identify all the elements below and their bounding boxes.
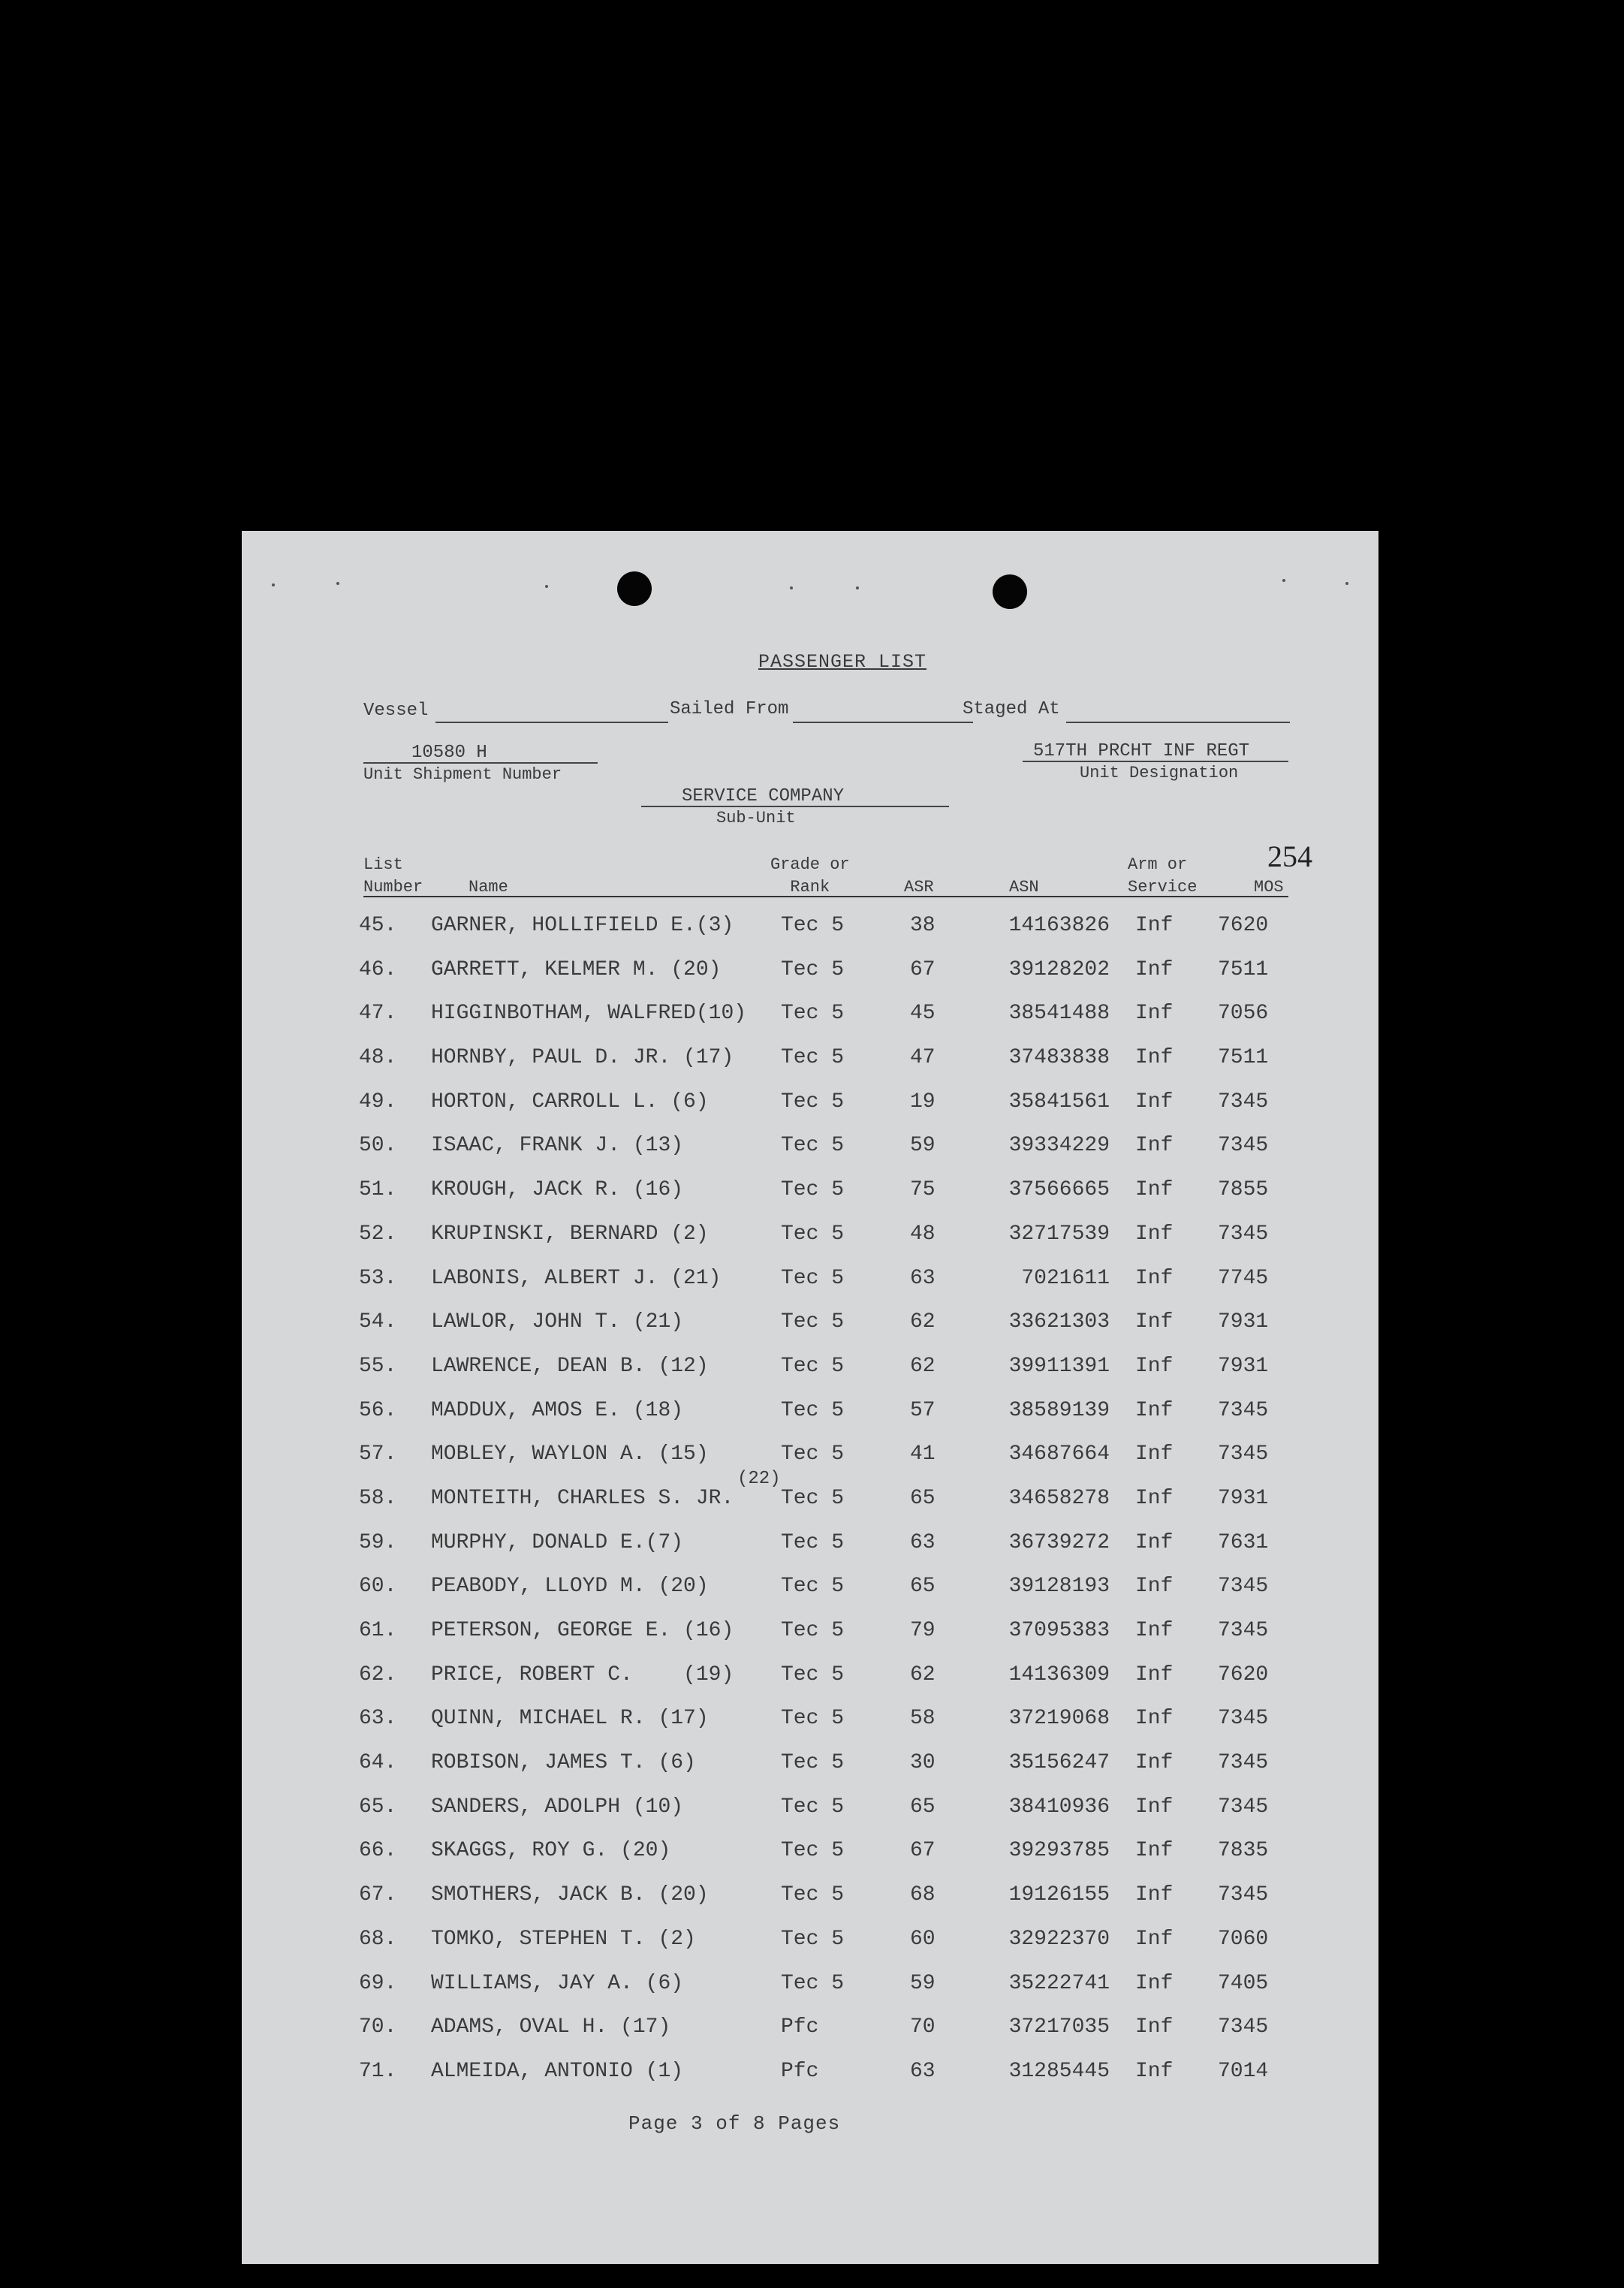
asn-cell: 7021611 bbox=[1021, 1266, 1110, 1290]
mos-cell: 7620 bbox=[1218, 914, 1269, 937]
name-cell: PRICE, ROBERT C. (19) bbox=[431, 1662, 734, 1687]
list-number-cell: 57. bbox=[359, 1442, 397, 1467]
name-cell: PETERSON, GEORGE E. (16) bbox=[431, 1619, 734, 1642]
list-number-cell: 67. bbox=[359, 1883, 397, 1907]
asr-cell: 38 bbox=[910, 914, 936, 937]
mos-cell: 7056 bbox=[1218, 1002, 1269, 1026]
asn-cell: 37217035 bbox=[1008, 2015, 1110, 2039]
table-row bbox=[242, 1134, 1378, 1178]
table-row bbox=[242, 1751, 1378, 1795]
arm-cell: Inf bbox=[1135, 1707, 1174, 1731]
name-cell: QUINN, MICHAEL R. (17) bbox=[431, 1707, 709, 1731]
sailed-from-label: Sailed From bbox=[670, 699, 789, 719]
list-number-cell: 68. bbox=[359, 1927, 397, 1951]
arm-cell: Inf bbox=[1135, 1002, 1174, 1026]
list-number-cell: 58. bbox=[359, 1486, 397, 1510]
document-title: PASSENGER LIST bbox=[758, 651, 927, 673]
page-stamp-number: 254 bbox=[1267, 840, 1312, 873]
grade-cell: Tec 5 bbox=[781, 1971, 845, 1995]
column-header-name: Name bbox=[469, 878, 508, 897]
asn-cell: 14136309 bbox=[1008, 1662, 1110, 1687]
arm-cell: Inf bbox=[1135, 1575, 1174, 1599]
table-row bbox=[242, 2060, 1378, 2104]
asr-cell: 62 bbox=[910, 1662, 936, 1687]
grade-cell: Tec 5 bbox=[781, 1530, 845, 1554]
table-row bbox=[242, 1883, 1378, 1928]
arm-cell: Inf bbox=[1135, 1310, 1174, 1334]
vessel-label: Vessel bbox=[363, 701, 429, 721]
unit-designation-label: Unit Designation bbox=[1080, 764, 1239, 782]
name-cell: GARNER, HOLLIFIELD E.(3) bbox=[431, 914, 734, 937]
asn-cell: 14163826 bbox=[1008, 914, 1110, 937]
table-row bbox=[242, 1399, 1378, 1443]
mos-cell: 7511 bbox=[1218, 1046, 1269, 1070]
table-row bbox=[242, 1663, 1378, 1708]
arm-cell: Inf bbox=[1135, 1795, 1174, 1819]
table-row bbox=[242, 1442, 1378, 1487]
sub-unit-label: Sub-Unit bbox=[716, 809, 796, 827]
asn-cell: 38541488 bbox=[1008, 1002, 1110, 1026]
document-page bbox=[242, 531, 1378, 2264]
asr-cell: 47 bbox=[910, 1046, 936, 1070]
name-cell: SKAGGS, ROY G. (20) bbox=[431, 1839, 671, 1863]
asr-cell: 67 bbox=[910, 1839, 936, 1863]
name-cell: GARRETT, KELMER M. (20) bbox=[431, 957, 722, 981]
table-row bbox=[242, 1575, 1378, 1619]
unit-shipment-label: Unit Shipment Number bbox=[363, 765, 562, 784]
table-row bbox=[242, 1928, 1378, 1972]
asr-cell: 45 bbox=[910, 1002, 936, 1026]
table-row bbox=[242, 1355, 1378, 1399]
grade-cell: Tec 5 bbox=[781, 1134, 845, 1158]
name-cell: HIGGINBOTHAM, WALFRED(10) bbox=[431, 1002, 747, 1026]
name-cell: LABONIS, ALBERT J. (21) bbox=[431, 1266, 722, 1290]
arm-cell: Inf bbox=[1135, 1398, 1174, 1422]
mos-cell: 7631 bbox=[1218, 1530, 1269, 1554]
table-row bbox=[242, 1267, 1378, 1311]
table-row bbox=[242, 1619, 1378, 1663]
table-row bbox=[242, 1002, 1378, 1046]
asn-cell: 19126155 bbox=[1008, 1883, 1110, 1907]
mos-cell: 7855 bbox=[1218, 1178, 1269, 1202]
arm-cell: Inf bbox=[1135, 957, 1174, 981]
arm-cell: Inf bbox=[1135, 914, 1174, 937]
paper-speck bbox=[272, 583, 275, 586]
asr-cell: 62 bbox=[910, 1354, 936, 1378]
asr-cell: 59 bbox=[910, 1971, 936, 1995]
name-cell: SANDERS, ADOLPH (10) bbox=[431, 1795, 684, 1819]
arm-cell: Inf bbox=[1135, 1927, 1174, 1951]
asn-cell: 39128193 bbox=[1008, 1575, 1110, 1599]
list-number-cell: 61. bbox=[359, 1619, 397, 1642]
list-number-cell: 71. bbox=[359, 2059, 397, 2083]
arm-cell: Inf bbox=[1135, 1971, 1174, 1995]
name-cell: HORTON, CARROLL L. (6) bbox=[431, 1090, 709, 1114]
table-row bbox=[242, 1046, 1378, 1090]
asn-cell: 37566665 bbox=[1008, 1178, 1110, 1202]
arm-cell: Inf bbox=[1135, 1839, 1174, 1863]
table-row bbox=[242, 1222, 1378, 1267]
asr-cell: 19 bbox=[910, 1090, 936, 1114]
list-number-cell: 50. bbox=[359, 1134, 397, 1158]
name-cell: ADAMS, OVAL H. (17) bbox=[431, 2015, 671, 2039]
asn-cell: 35156247 bbox=[1008, 1751, 1110, 1775]
list-number-cell: 59. bbox=[359, 1530, 397, 1554]
list-number-cell: 52. bbox=[359, 1222, 397, 1246]
list-number-cell: 70. bbox=[359, 2015, 397, 2039]
paper-speck bbox=[856, 586, 859, 589]
grade-cell: Tec 5 bbox=[781, 1707, 845, 1731]
mos-cell: 7345 bbox=[1218, 1398, 1269, 1422]
paper-speck bbox=[790, 586, 793, 589]
arm-cell: Inf bbox=[1135, 1530, 1174, 1554]
grade-cell: Tec 5 bbox=[781, 1354, 845, 1378]
arm-cell: Inf bbox=[1135, 2059, 1174, 2083]
asr-cell: 48 bbox=[910, 1222, 936, 1246]
handwritten-note: (22) bbox=[737, 1468, 781, 1489]
header-rule bbox=[363, 896, 1288, 897]
name-cell: ALMEIDA, ANTONIO (1) bbox=[431, 2059, 684, 2083]
unit-shipment-line bbox=[363, 762, 598, 764]
grade-cell: Pfc bbox=[781, 2059, 819, 2083]
asr-cell: 58 bbox=[910, 1707, 936, 1731]
grade-cell: Tec 5 bbox=[781, 1046, 845, 1070]
mos-cell: 7345 bbox=[1218, 1751, 1269, 1775]
list-number-cell: 49. bbox=[359, 1090, 397, 1114]
table-row bbox=[242, 1795, 1378, 1840]
mos-cell: 7345 bbox=[1218, 1619, 1269, 1642]
arm-cell: Inf bbox=[1135, 1442, 1174, 1467]
asr-cell: 60 bbox=[910, 1927, 936, 1951]
table-row bbox=[242, 1839, 1378, 1883]
grade-cell: Tec 5 bbox=[781, 1266, 845, 1290]
mos-cell: 7931 bbox=[1218, 1310, 1269, 1334]
arm-cell: Inf bbox=[1135, 1090, 1174, 1114]
page-footer: Page 3 of 8 Pages bbox=[628, 2112, 841, 2135]
arm-cell: Inf bbox=[1135, 1619, 1174, 1642]
arm-cell: Inf bbox=[1135, 1662, 1174, 1687]
grade-cell: Tec 5 bbox=[781, 1619, 845, 1642]
list-number-cell: 56. bbox=[359, 1398, 397, 1422]
mos-cell: 7345 bbox=[1218, 1222, 1269, 1246]
staged-at-label: Staged At bbox=[963, 699, 1060, 719]
grade-cell: Tec 5 bbox=[781, 1575, 845, 1599]
asr-cell: 63 bbox=[910, 1266, 936, 1290]
paper-speck bbox=[1282, 579, 1285, 582]
unit-designation-line bbox=[1023, 761, 1288, 762]
name-cell: ISAAC, FRANK J. (13) bbox=[431, 1134, 684, 1158]
name-cell: ROBISON, JAMES T. (6) bbox=[431, 1751, 696, 1775]
name-cell: SMOTHERS, JACK B. (20) bbox=[431, 1883, 709, 1907]
list-number-cell: 51. bbox=[359, 1178, 397, 1202]
grade-cell: Tec 5 bbox=[781, 1442, 845, 1467]
column-header-grade: Grade or Rank bbox=[770, 855, 850, 897]
mos-cell: 7345 bbox=[1218, 1707, 1269, 1731]
list-number-cell: 63. bbox=[359, 1707, 397, 1731]
name-cell: MURPHY, DONALD E.(7) bbox=[431, 1530, 684, 1554]
grade-cell: Tec 5 bbox=[781, 1090, 845, 1114]
arm-cell: Inf bbox=[1135, 1046, 1174, 1070]
grade-cell: Tec 5 bbox=[781, 1310, 845, 1334]
grade-cell: Tec 5 bbox=[781, 1883, 845, 1907]
table-row bbox=[242, 1310, 1378, 1355]
mos-cell: 7931 bbox=[1218, 1486, 1269, 1510]
asr-cell: 65 bbox=[910, 1795, 936, 1819]
sub-unit: SERVICE COMPANY bbox=[682, 786, 845, 806]
asn-cell: 39911391 bbox=[1008, 1354, 1110, 1378]
table-row bbox=[242, 1707, 1378, 1751]
asr-cell: 30 bbox=[910, 1751, 936, 1775]
asn-cell: 31285445 bbox=[1008, 2059, 1110, 2083]
asn-cell: 33621303 bbox=[1008, 1310, 1110, 1334]
list-number-cell: 65. bbox=[359, 1795, 397, 1819]
staged-at-line bbox=[1066, 722, 1290, 723]
asr-cell: 75 bbox=[910, 1178, 936, 1202]
table-row bbox=[242, 1468, 1378, 1531]
grade-cell: Tec 5 bbox=[781, 957, 845, 981]
list-number-cell: 55. bbox=[359, 1354, 397, 1378]
table-row bbox=[242, 2015, 1378, 2060]
grade-cell: Tec 5 bbox=[781, 1398, 845, 1422]
asr-cell: 63 bbox=[910, 1530, 936, 1554]
mos-cell: 7345 bbox=[1218, 1883, 1269, 1907]
unit-shipment-number: 10580 H bbox=[411, 743, 487, 763]
name-cell: LAWLOR, JOHN T. (21) bbox=[431, 1310, 684, 1334]
name-cell: KRUPINSKI, BERNARD (2) bbox=[431, 1222, 709, 1246]
list-number-cell: 47. bbox=[359, 1002, 397, 1026]
arm-cell: Inf bbox=[1135, 2015, 1174, 2039]
asn-cell: 32717539 bbox=[1008, 1222, 1110, 1246]
name-cell: HORNBY, PAUL D. JR. (17) bbox=[431, 1046, 734, 1070]
grade-cell: Tec 5 bbox=[781, 1839, 845, 1863]
asn-cell: 32922370 bbox=[1008, 1927, 1110, 1951]
mos-cell: 7835 bbox=[1218, 1839, 1269, 1863]
name-cell: MADDUX, AMOS E. (18) bbox=[431, 1398, 684, 1422]
asn-cell: 35841561 bbox=[1008, 1090, 1110, 1114]
paper-speck bbox=[545, 585, 548, 588]
mos-cell: 7345 bbox=[1218, 2015, 1269, 2039]
mos-cell: 7345 bbox=[1218, 1134, 1269, 1158]
paper-speck bbox=[336, 582, 339, 585]
table-row bbox=[242, 914, 1378, 958]
asn-cell: 34658278 bbox=[1008, 1486, 1110, 1510]
grade-cell: Tec 5 bbox=[781, 1486, 845, 1510]
arm-cell: Inf bbox=[1135, 1134, 1174, 1158]
list-number-cell: 48. bbox=[359, 1046, 397, 1070]
column-header-asr: ASR bbox=[904, 878, 934, 897]
asn-cell: 39334229 bbox=[1008, 1134, 1110, 1158]
mos-cell: 7620 bbox=[1218, 1662, 1269, 1687]
asn-cell: 39293785 bbox=[1008, 1839, 1110, 1863]
list-number-cell: 46. bbox=[359, 957, 397, 981]
table-row bbox=[242, 1178, 1378, 1222]
mos-cell: 7060 bbox=[1218, 1927, 1269, 1951]
mos-cell: 7345 bbox=[1218, 1575, 1269, 1599]
passenger-table bbox=[242, 914, 1378, 2104]
arm-cell: Inf bbox=[1135, 1178, 1174, 1202]
name-cell: MONTEITH, CHARLES S. JR. bbox=[431, 1486, 734, 1510]
arm-cell: Inf bbox=[1135, 1222, 1174, 1246]
grade-cell: Tec 5 bbox=[781, 1222, 845, 1246]
grade-cell: Tec 5 bbox=[781, 1927, 845, 1951]
list-number-cell: 69. bbox=[359, 1971, 397, 1995]
asr-cell: 63 bbox=[910, 2059, 936, 2083]
mos-cell: 7405 bbox=[1218, 1971, 1269, 1995]
asn-cell: 38589139 bbox=[1008, 1398, 1110, 1422]
asn-cell: 36739272 bbox=[1008, 1530, 1110, 1554]
mos-cell: 7345 bbox=[1218, 1090, 1269, 1114]
asr-cell: 62 bbox=[910, 1310, 936, 1334]
asr-cell: 67 bbox=[910, 957, 936, 981]
sub-unit-line bbox=[641, 806, 949, 807]
list-number-cell: 60. bbox=[359, 1575, 397, 1599]
mos-cell: 7345 bbox=[1218, 1795, 1269, 1819]
arm-cell: Inf bbox=[1135, 1751, 1174, 1775]
asn-cell: 34687664 bbox=[1008, 1442, 1110, 1467]
grade-cell: Tec 5 bbox=[781, 914, 845, 937]
unit-designation: 517TH PRCHT INF REGT bbox=[1033, 741, 1250, 761]
grade-cell: Tec 5 bbox=[781, 1662, 845, 1687]
mos-cell: 7745 bbox=[1218, 1266, 1269, 1290]
asr-cell: 57 bbox=[910, 1398, 936, 1422]
name-cell: PEABODY, LLOYD M. (20) bbox=[431, 1575, 709, 1599]
paper-speck bbox=[1345, 582, 1348, 585]
column-header-mos: MOS bbox=[1254, 878, 1284, 897]
grade-cell: Tec 5 bbox=[781, 1002, 845, 1026]
asn-cell: 38410936 bbox=[1008, 1795, 1110, 1819]
asr-cell: 65 bbox=[910, 1575, 936, 1599]
list-number-cell: 66. bbox=[359, 1839, 397, 1863]
arm-cell: Inf bbox=[1135, 1354, 1174, 1378]
mos-cell: 7014 bbox=[1218, 2059, 1269, 2083]
name-cell: TOMKO, STEPHEN T. (2) bbox=[431, 1927, 696, 1951]
asr-cell: 68 bbox=[910, 1883, 936, 1907]
table-row bbox=[242, 1531, 1378, 1575]
asn-cell: 37483838 bbox=[1008, 1046, 1110, 1070]
list-number-cell: 62. bbox=[359, 1662, 397, 1687]
asr-cell: 79 bbox=[910, 1619, 936, 1642]
punch-hole bbox=[617, 571, 652, 606]
table-row bbox=[242, 1972, 1378, 2016]
grade-cell: Pfc bbox=[781, 2015, 819, 2039]
asr-cell: 41 bbox=[910, 1442, 936, 1467]
arm-cell: Inf bbox=[1135, 1266, 1174, 1290]
name-cell: MOBLEY, WAYLON A. (15) bbox=[431, 1442, 709, 1467]
grade-cell: Tec 5 bbox=[781, 1751, 845, 1775]
vessel-line bbox=[435, 722, 668, 723]
asr-cell: 70 bbox=[910, 2015, 936, 2039]
mos-cell: 7511 bbox=[1218, 957, 1269, 981]
asn-cell: 37095383 bbox=[1008, 1619, 1110, 1642]
grade-cell: Tec 5 bbox=[781, 1795, 845, 1819]
list-number-cell: 64. bbox=[359, 1751, 397, 1775]
sailed-from-line bbox=[793, 722, 973, 723]
name-cell: KROUGH, JACK R. (16) bbox=[431, 1178, 684, 1202]
asn-cell: 37219068 bbox=[1008, 1707, 1110, 1731]
mos-cell: 7345 bbox=[1218, 1442, 1269, 1467]
asr-cell: 65 bbox=[910, 1486, 936, 1510]
name-cell: LAWRENCE, DEAN B. (12) bbox=[431, 1354, 709, 1378]
column-header-list-number: List Number bbox=[363, 855, 423, 897]
column-header-arm: Arm or Service bbox=[1128, 855, 1198, 897]
grade-cell: Tec 5 bbox=[781, 1178, 845, 1202]
asn-cell: 39128202 bbox=[1008, 957, 1110, 981]
list-number-cell: 54. bbox=[359, 1310, 397, 1334]
list-number-cell: 53. bbox=[359, 1266, 397, 1290]
table-row bbox=[242, 958, 1378, 1002]
punch-hole bbox=[993, 574, 1027, 609]
asn-cell: 35222741 bbox=[1008, 1971, 1110, 1995]
arm-cell: Inf bbox=[1135, 1883, 1174, 1907]
table-row bbox=[242, 1090, 1378, 1135]
arm-cell: Inf bbox=[1135, 1486, 1174, 1510]
mos-cell: 7931 bbox=[1218, 1354, 1269, 1378]
list-number-cell: 45. bbox=[359, 914, 397, 937]
name-cell: WILLIAMS, JAY A. (6) bbox=[431, 1971, 684, 1995]
column-header-asn: ASN bbox=[1009, 878, 1039, 897]
asr-cell: 59 bbox=[910, 1134, 936, 1158]
